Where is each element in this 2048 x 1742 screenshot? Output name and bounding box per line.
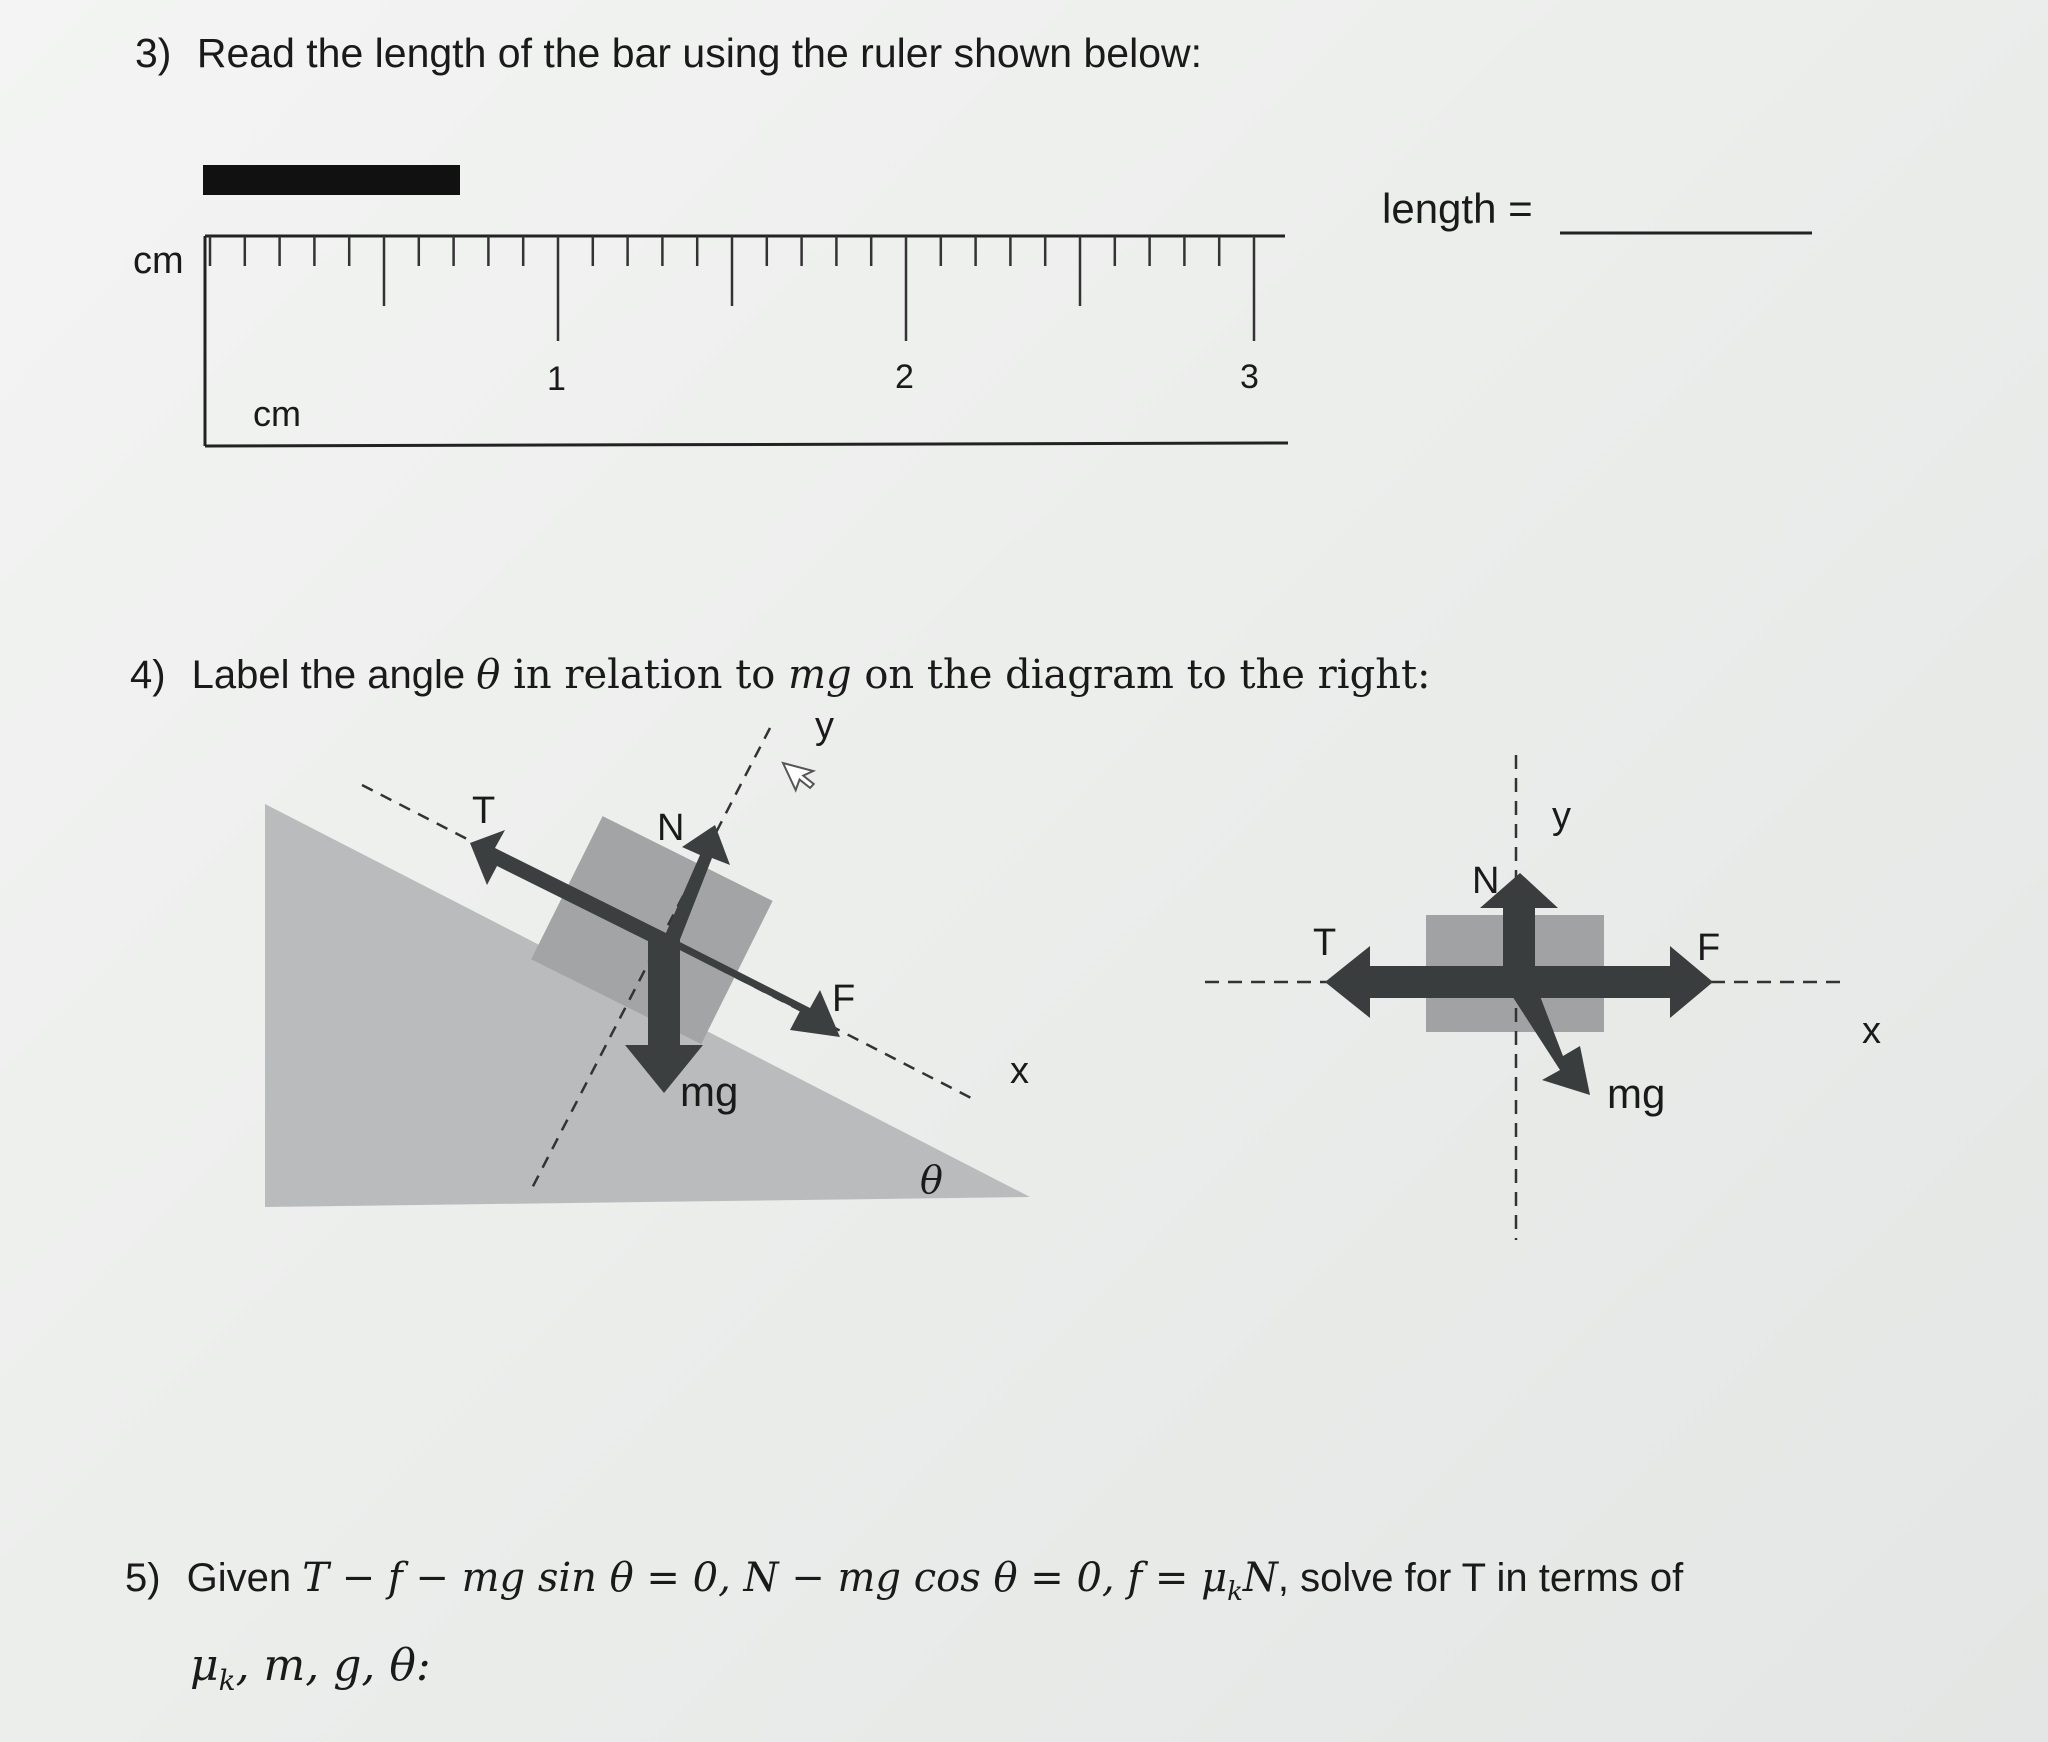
question-5-line-2: [190, 1640, 431, 1697]
ruler-label-3: 3: [1240, 358, 1259, 396]
incline-label-N: N: [657, 807, 685, 849]
question-5-given: Given: [186, 1556, 303, 1600]
fbd-label-x: x: [1862, 1010, 1881, 1052]
fbd-label-y: y: [1552, 795, 1571, 837]
length-label: length =: [1382, 185, 1533, 232]
incline-label-theta: θ: [920, 1158, 943, 1202]
fbd-label-T: T: [1313, 922, 1337, 964]
question-5-equations: T − f − mg sin θ = 0, N − mg cos θ = 0, f = μ: [302, 1555, 1228, 1601]
ruler-label-2: 2: [895, 358, 914, 396]
question-4-text-mid: in relation to: [500, 652, 789, 698]
question-3-number: 3): [135, 30, 172, 76]
fbd-label-F: F: [1697, 927, 1721, 969]
ruler: [205, 236, 1288, 446]
question-5-variables: , m, g, θ:: [235, 1640, 431, 1691]
question-5-number: 5): [125, 1556, 161, 1600]
free-body-diagram: [1205, 755, 1845, 1240]
incline-label-F: F: [832, 978, 856, 1020]
incline-label-x: x: [1010, 1050, 1029, 1092]
question-4-text-suffix: on the diagram to the right:: [851, 652, 1431, 698]
question-4-mg: mg: [788, 652, 852, 698]
incline-label-y: y: [815, 705, 834, 747]
fbd-label-N: N: [1472, 860, 1500, 902]
incline-diagram: [265, 728, 1030, 1207]
ruler-unit-left: cm: [133, 240, 184, 282]
mouse-cursor-icon: [783, 753, 819, 794]
incline-label-mg: mg: [680, 1068, 739, 1115]
question-3-text: Read the length of the bar using the ruler shown below:: [196, 30, 1203, 76]
measured-bar: [203, 165, 460, 195]
question-5-equations-2: N: [1242, 1555, 1278, 1601]
question-5-sub-k: k: [1227, 1577, 1243, 1607]
ruler-unit-inner: cm: [253, 393, 301, 434]
question-5-mu-sub: k: [218, 1663, 236, 1697]
question-4-theta: θ: [476, 652, 501, 698]
question-5-mu: μ: [190, 1640, 219, 1691]
question-5-line-1: [125, 1555, 1683, 1607]
question-4: [130, 652, 1431, 698]
question-4-text-prefix: Label the angle: [191, 653, 477, 697]
question-4-number: 4): [130, 653, 166, 697]
fbd-label-mg: mg: [1607, 1070, 1666, 1117]
ruler-label-1: 1: [547, 360, 566, 398]
ruler-ticks: [210, 236, 1254, 341]
incline-label-T: T: [472, 790, 496, 832]
question-5-suffix: , solve for T in terms of: [1277, 1556, 1684, 1600]
